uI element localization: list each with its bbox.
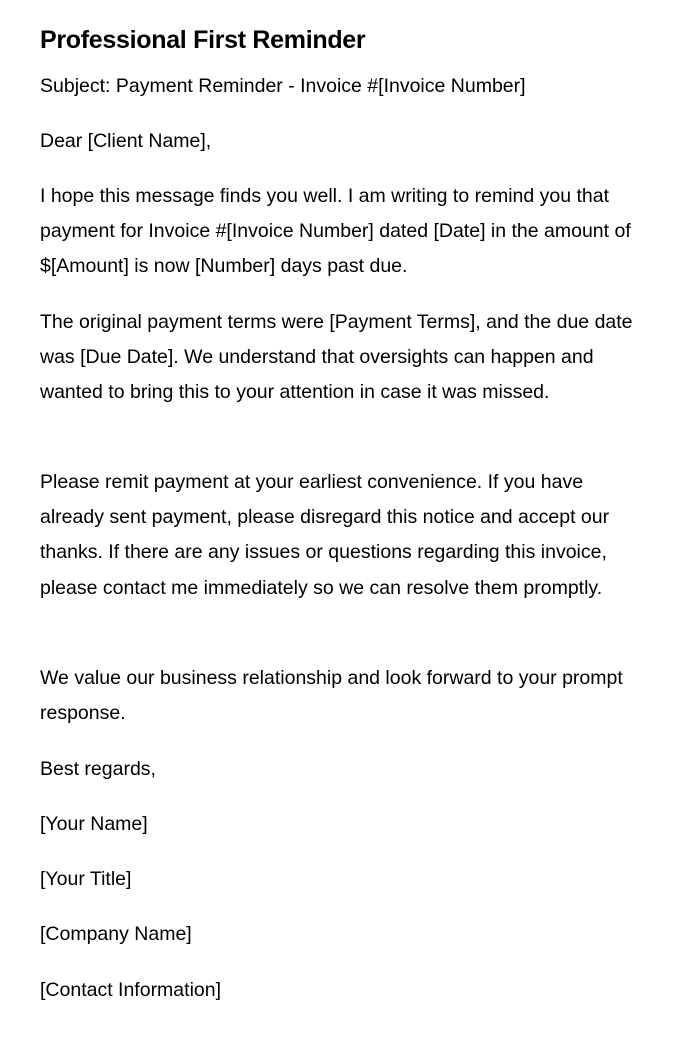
greeting: Dear [Client Name], (40, 130, 212, 152)
signature-company: [Company Name] (40, 923, 192, 945)
body-paragraph-4: We value our business relationship and look forward to your prompt response. (40, 667, 623, 725)
body-paragraph-2: The original payment terms were [Payment Terms], and the due date was [Due Date]. We understand that oversights can happen and wanted to bring this to your attention in case it was missed. (40, 311, 633, 404)
body-paragraph-1: I hope this message finds you well. I am writing to remind you that payment for Invoice #[Invoice Number] dated [Date] in the amount of $[Amount] is now [Number] days past due. (40, 185, 631, 278)
signature-contact: [Contact Information] (40, 979, 222, 1001)
document-title: Professional First Reminder (40, 26, 366, 54)
closing: Best regards, (40, 758, 156, 780)
signature-name: [Your Name] (40, 813, 148, 835)
body-paragraph-3: Please remit payment at your earliest convenience. If you have already sent payment, please disregard this notice and accept our thanks. If there are any issues or questions regarding this invoice, please contact me immediately so we can resolve them promptly. (40, 471, 610, 599)
signature-title: [Your Title] (40, 868, 132, 890)
subject-line: Subject: Payment Reminder - Invoice #[Invoice Number] (40, 75, 526, 97)
